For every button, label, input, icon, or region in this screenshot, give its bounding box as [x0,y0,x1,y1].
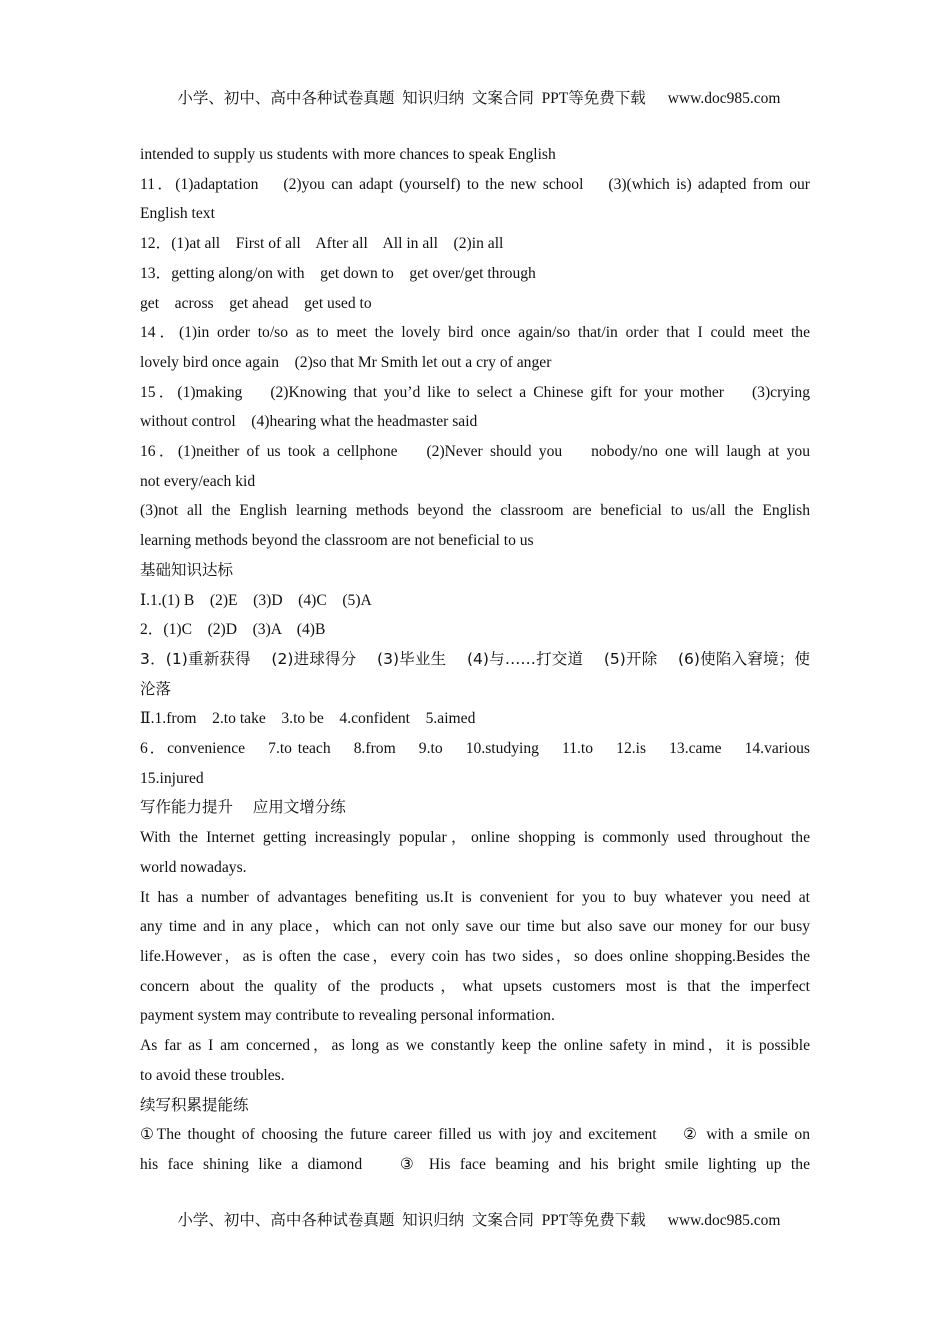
text-line: 沦落 [140,679,172,698]
essay-line: concern about the quality of the products，what upsets customers most is that the imperfect [140,977,810,995]
answer-13: 13．getting along/on with get down to get over/get through [140,264,536,282]
essay-line: As far as I am concerned，as long as we constantly keep the online safety in mind，it is possible [140,1037,810,1055]
essay-line: life.However，as is often the case，every coin has two sides，so does online shopping.Besides the [140,947,810,965]
continuation-line: his face shining like a diamond ③ His face beaming and his bright smile lighting up the [140,1155,810,1173]
answer-16: 16．(1)neither of us took a cellphone (2)Never should you nobody/no one will laugh at you [140,443,810,461]
answer-15: 15．(1)making (2)Knowing that you’d like to select a Chinese gift for your mother (3)crying [140,383,810,401]
text-line: (3)not all the English learning methods beyond the classroom are beneficial to us/all the English [140,502,810,520]
text-line: intended to supply us students with more chances to speak English [140,146,556,163]
text-line: 15.injured [140,769,204,787]
answer-12: 12．(1)at all First of all After all All in all (2)in all [140,235,504,253]
answer-II-6-14: 6．convenience 7.to teach 8.from 9.to 10.studying 11.to 12.is 13.came 14.various [140,740,810,758]
section-heading-basics: 基础知识达标 [140,560,234,579]
answer-I-3: 3．(1)重新获得 (2)进球得分 (3)毕业生 (4)与……打交道 (5)开除 (6)使陷入窘境；使 [140,649,810,668]
answer-I-1: Ⅰ.1.(1) B (2)E (3)D (4)C (5)A [140,591,372,609]
section-heading-writing: 写作能力提升 应用文增分练 [140,798,346,817]
essay-line: payment system may contribute to revealing personal information. [140,1007,555,1025]
footer-slogan: 小学、初中、高中各种试卷真题 知识归纳 文案合同 PPT等免费下载 [177,1212,646,1229]
answer-11: 11．(1)adaptation (2)you can adapt (yourself) to the new school (3)(which is) adapted from our [140,175,810,193]
text-line: not every/each kid [140,472,256,490]
text-line: without control (4)hearing what the headmaster said [140,413,478,431]
essay-line: to avoid these troubles. [140,1066,285,1084]
essay-line: It has a number of advantages benefiting us.It is convenient for you to buy whatever you need at [140,888,810,906]
page-header [0,68,950,108]
text-line: learning methods beyond the classroom are not beneficial to us [140,532,534,550]
essay-line: any time and in any place，which can not only save our time but also save our money for our busy [140,918,810,936]
answer-key-body [140,140,810,1180]
text-line: English text [140,205,215,223]
text-line: get across get ahead get used to [140,294,372,312]
answer-14: 14．(1)in order to/so as to meet the lovely bird once again/so that/in order that I could meet the [140,324,810,342]
header-slogan: 小学、初中、高中各种试卷真题 知识归纳 文案合同 PPT等免费下载 [177,90,646,107]
answer-II-1-5: Ⅱ.1.from 2.to take 3.to be 4.confident 5.aimed [140,710,476,728]
footer-site-link[interactable]: www.doc985.com [667,1212,781,1229]
section-heading-continuation: 续写积累提能练 [140,1095,249,1114]
page-footer [0,1190,950,1230]
text-line: lovely bird once again (2)so that Mr Smith let out a cry of anger [140,353,552,371]
header-site-link[interactable]: www.doc985.com [667,90,781,107]
answer-I-2: 2．(1)C (2)D (3)A (4)B [140,621,326,639]
essay-line: world nowadays. [140,858,247,876]
essay-line: With the Internet getting increasingly popular，online shopping is commonly used throughout the [140,829,810,847]
continuation-line: ①The thought of choosing the future career filled us with joy and excitement ② with a smile on [140,1126,810,1144]
